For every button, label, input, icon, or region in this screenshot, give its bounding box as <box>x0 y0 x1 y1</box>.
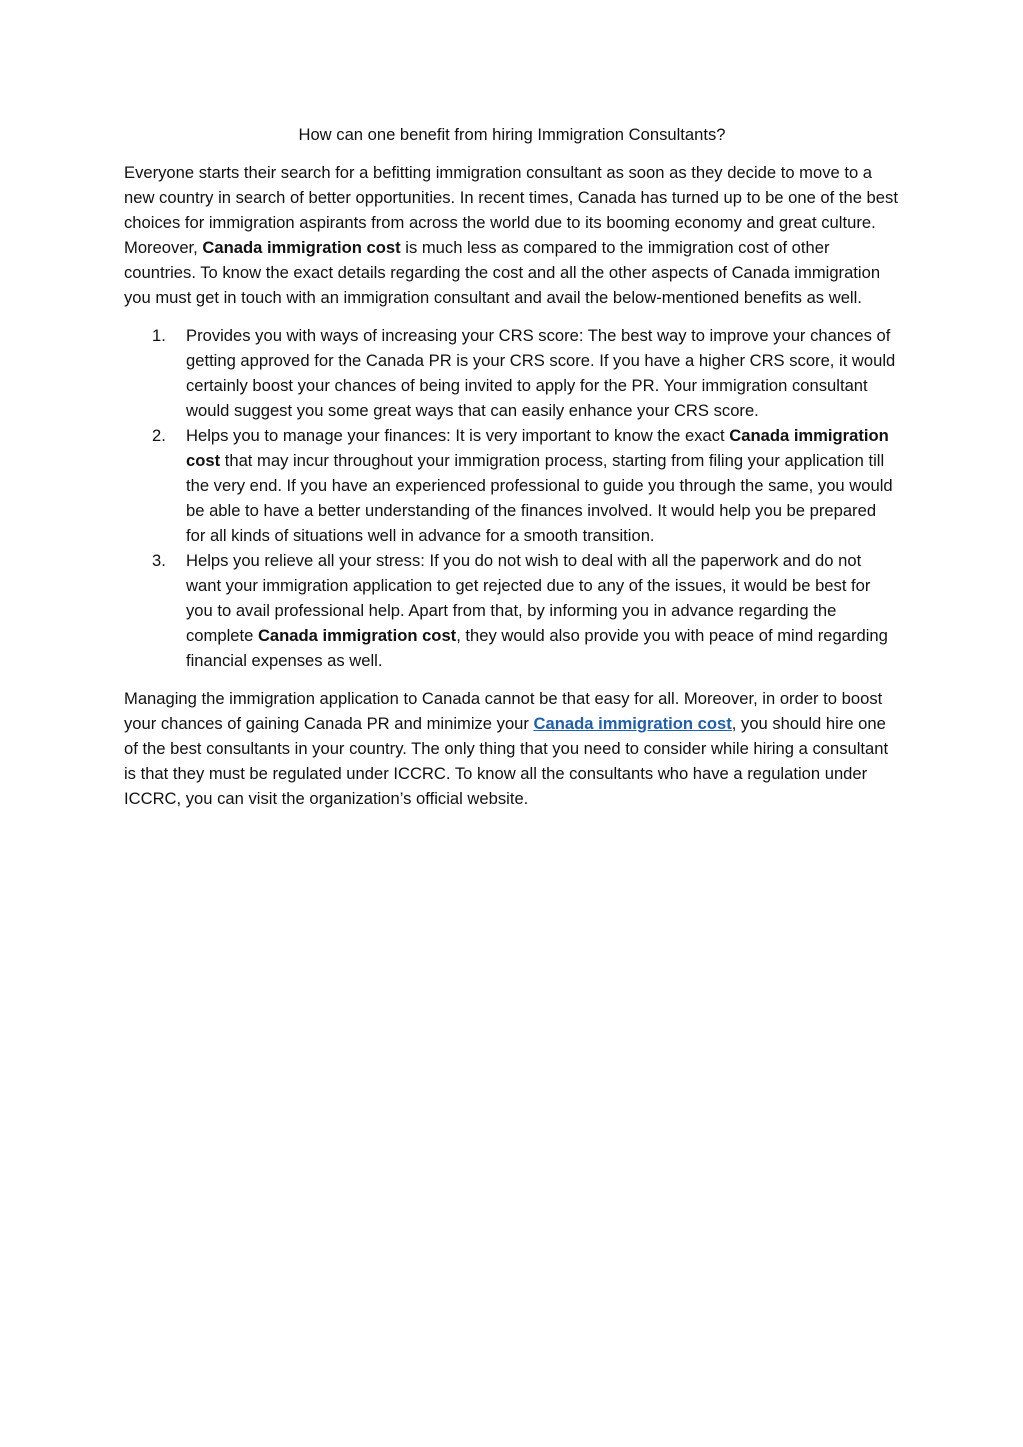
list-item <box>124 423 900 548</box>
benefits-list <box>124 323 900 673</box>
document-body <box>124 122 900 824</box>
list-item-bold-keyword: Canada immigration cost <box>257 626 457 645</box>
intro-text-1: Everyone starts their search for a befitting immigration consultant as soon as they decide to move to a new country in search of better opportunities. In recent times, Canada has turned up to be one of the best choices for immigration aspirants from across the world due to its booming economy and great culture. Moreover, <box>124 163 898 257</box>
list-item-bold-keyword: Canada immigration cost <box>186 426 889 470</box>
canada-immigration-cost-link[interactable]: Canada immigration cost <box>533 714 732 733</box>
list-item-text-1: Helps you relieve all your stress: If you do not wish to deal with all the paperwork and do not want your immigration application to get rejected due to any of the issues, it would be best for you to avail professional help. Apart from that, by informing you in advance regarding the complete <box>186 551 871 645</box>
closing-paragraph <box>124 686 900 811</box>
document-title: How can one benefit from hiring Immigration Consultants? <box>298 125 726 144</box>
list-item-text-2: , they would also provide you with peace of mind regarding financial expenses as well. <box>186 626 888 670</box>
list-item <box>124 548 900 673</box>
list-item <box>124 323 900 423</box>
list-item-number: 2. <box>152 426 166 445</box>
closing-text-1: Managing the immigration application to Canada cannot be that easy for all. Moreover, in order to boost your chances of gaining Canada PR and minimize your <box>124 689 883 733</box>
list-item-text: Provides you with ways of increasing your CRS score: The best way to improve your chances of getting approved for the Canada PR is your CRS score. If you have a higher CRS score, it would certainly boost your chances of being invited to apply for the PR. Your immigration consultant would suggest you some great ways that can easily enhance your CRS score. <box>186 326 896 420</box>
intro-text-2: is much less as compared to the immigration cost of other countries. To know the exact details regarding the cost and all the other aspects of Canada immigration you must get in touch with an immigration consultant and avail the below-mentioned benefits as well. <box>124 238 881 307</box>
closing-text-2: , you should hire one of the best consultants in your country. The only thing that you need to consider while hiring a consultant is that they must be regulated under ICCRC. To know all the consultants who have a regulation under ICCRC, you can visit the organization’s official website. <box>124 714 889 808</box>
intro-paragraph <box>124 160 900 310</box>
list-item-text-2: that may incur throughout your immigration process, starting from filing your application till the very end. If you have an experienced professional to guide you through the same, you would be able to have a better understanding of the finances involved. It would help you be prepared for all kinds of situations well in advance for a smooth transition. <box>186 451 893 545</box>
intro-bold-keyword: Canada immigration cost <box>202 238 401 257</box>
list-item-number: 1. <box>152 326 166 345</box>
list-item-number: 3. <box>152 551 166 570</box>
list-item-text-1: Helps you to manage your finances: It is very important to know the exact <box>186 426 730 445</box>
